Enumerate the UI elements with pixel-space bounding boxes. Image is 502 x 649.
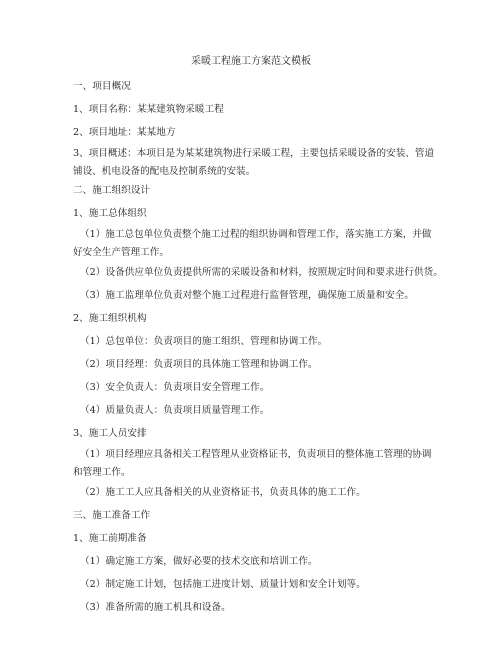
section-heading: 一、项目概况 — [73, 81, 131, 92]
section-heading: 三、施工准备工作 — [73, 510, 151, 521]
subsection-heading: 2、施工组织机构 — [73, 313, 147, 324]
paragraph: （1）项目经理应具备相关工程管理从业资格证书，负责项目的整体施工管理的协调和管理工作。 — [73, 449, 432, 478]
document-title: 采暖工程施工方案范文模板 — [191, 56, 311, 67]
paragraph: （3）准备所需的施工机具和设备。 — [80, 602, 231, 613]
subsection-heading: 1、施工前期准备 — [73, 533, 147, 544]
paragraph: （2）项目经理：负责项目的具体施工管理和协调工作。 — [80, 359, 318, 370]
list-item: 2、项目地址：某某地方 — [73, 127, 176, 138]
subsection-heading: 1、施工总体组织 — [73, 208, 147, 219]
subsection-heading: 3、施工人员安排 — [73, 428, 147, 439]
paragraph: （1）确定施工方案，做好必要的技术交底和培训工作。 — [80, 556, 318, 567]
paragraph: （2）设备供应单位负责提供所需的采暖设备和材料，按照规定时间和要求进行供货。 — [80, 267, 443, 278]
section-heading: 二、施工组织设计 — [73, 185, 151, 196]
list-item: 1、项目名称：某某建筑物采暖工程 — [73, 104, 224, 115]
paragraph: （3）安全负责人：负责项目安全管理工作。 — [80, 382, 270, 393]
paragraph: 3、项目概述：本项目是为某某建筑物进行采暖工程，主要包括采暖设备的安装、管道铺设、机电设备的配电及控制系统的安装。 — [73, 148, 435, 177]
paragraph: （1）总包单位：负责项目的施工组织、管理和协调工作。 — [80, 336, 328, 347]
paragraph: （3）施工监理单位负责对整个施工过程进行监督管理，确保施工质量和安全。 — [80, 290, 415, 301]
paragraph: （1）施工总包单位负责整个施工过程的组织协调和管理工作，落实施工方案，并做好安全生产管理工作。 — [73, 229, 432, 258]
paragraph: （4）质量负责人：负责项目质量管理工作。 — [80, 405, 270, 416]
paragraph: （2）制定施工计划，包括施工进度计划、质量计划和安全计划等。 — [80, 579, 366, 590]
paragraph: （2）施工工人应具备相关的从业资格证书，负责具体的施工工作。 — [80, 487, 366, 498]
